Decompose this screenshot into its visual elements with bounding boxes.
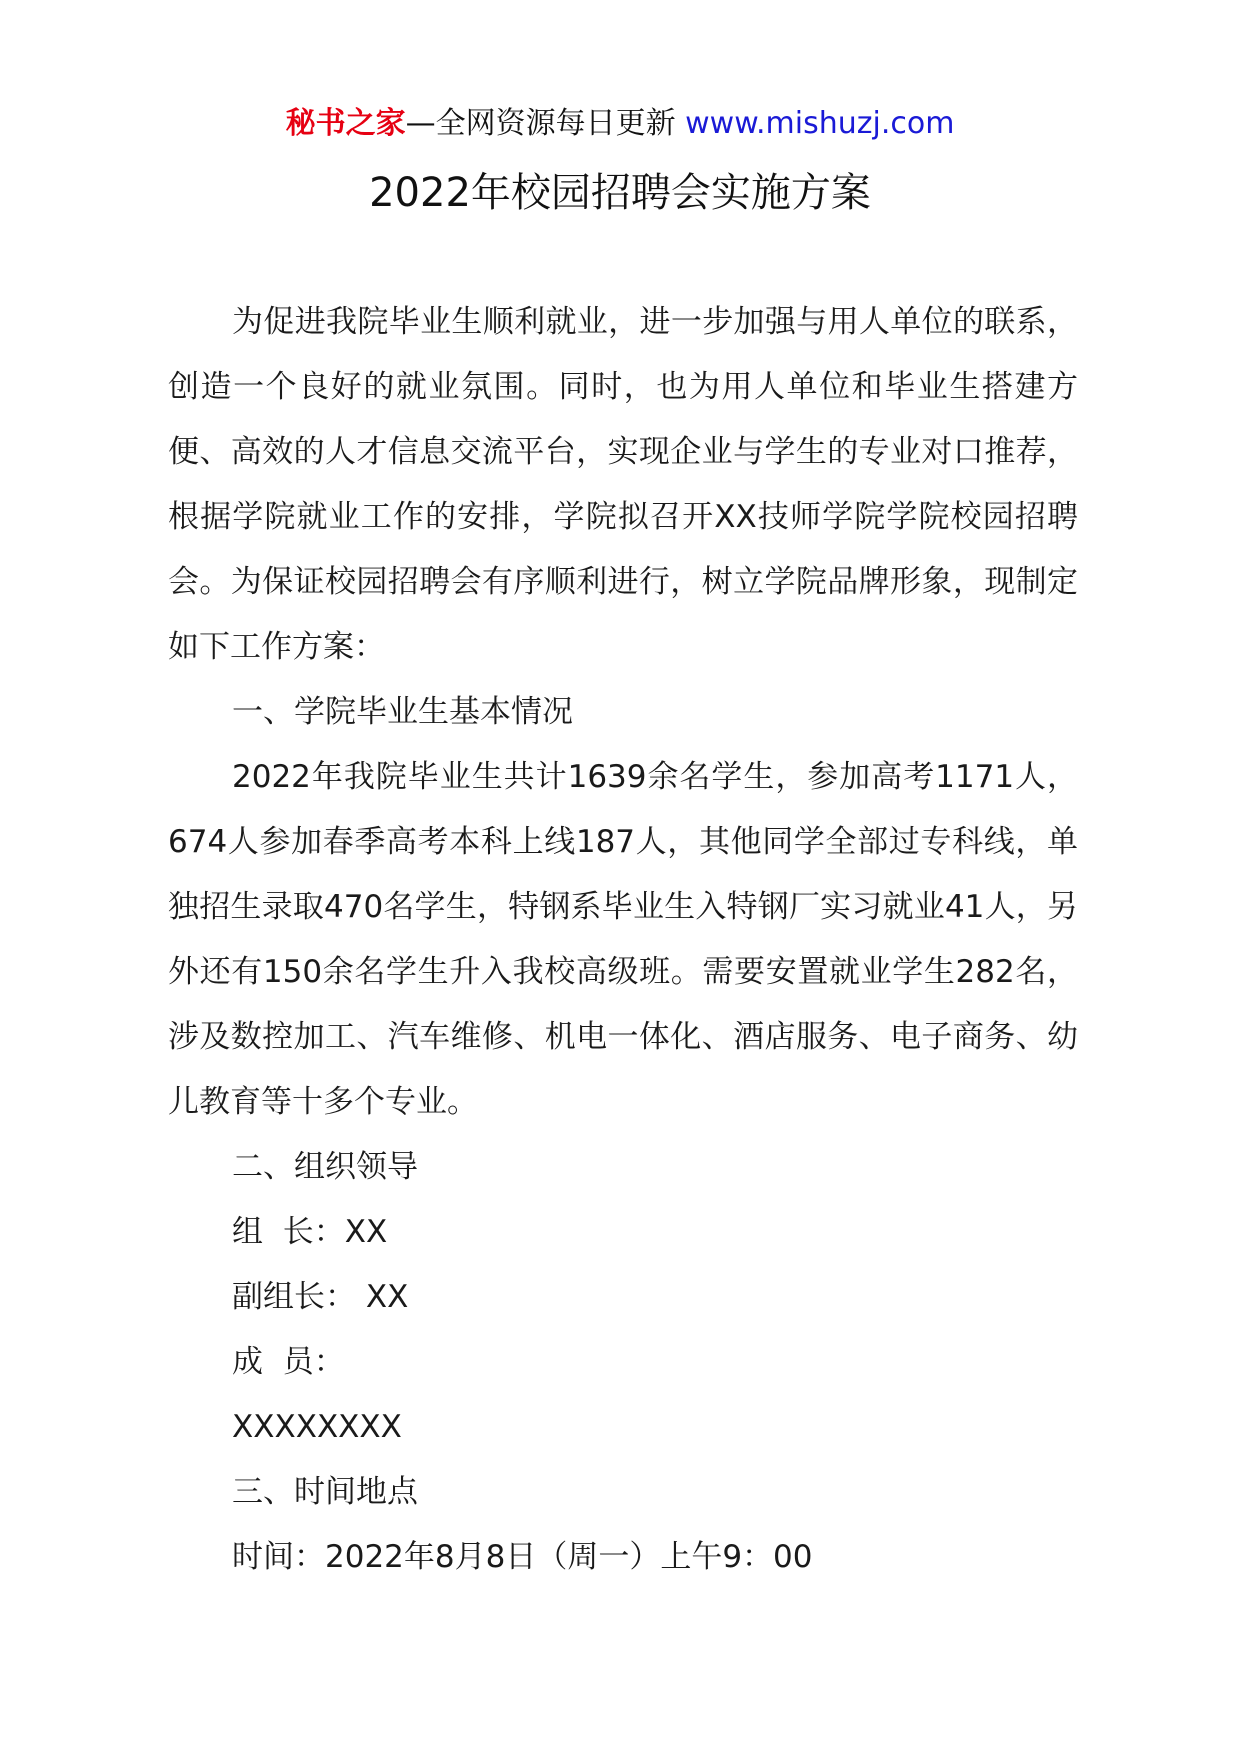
document-body xyxy=(168,290,1078,1590)
members-label-line: 成 员： xyxy=(232,1344,345,1380)
brand-name: 秘书之家 xyxy=(285,106,406,141)
section-1-paragraph: 2022年我院毕业生共计1639余名学生，参加高考1171人，674人参加春季高考本科上线187人，其他同学全部过专科线，单独招生录取470名学生，特钢系毕业生入特钢厂实习就业41人，另外还有150余名学生升入我校高级班。需要安置就业学生282名，涉及数控加工、汽车维修、机电一体化、酒店服务、电子商务、幼儿教育等十多个专业。 xyxy=(168,759,1078,1120)
document-title: 2022年校园招聘会实施方案 xyxy=(369,170,871,216)
section-heading-1: 一、学院毕业生基本情况 xyxy=(232,694,573,730)
site-header xyxy=(0,98,1240,150)
members-line: XXXXXXXX xyxy=(232,1409,402,1445)
section-heading-2: 二、组织领导 xyxy=(232,1149,418,1185)
header-tagline: —全网资源每日更新 xyxy=(405,106,686,141)
section-heading-3: 三、时间地点 xyxy=(232,1474,418,1510)
leader-line: 组 长：XX xyxy=(232,1214,388,1250)
time-line: 时间：2022年8月8日（周一）上午9：00 xyxy=(232,1539,813,1575)
intro-paragraph: 为促进我院毕业生顺利就业，进一步加强与用人单位的联系，创造一个良好的就业氛围。同时，也为用人单位和毕业生搭建方便、高效的人才信息交流平台，实现企业与学生的专业对口推荐，根据学院就业工作的安排，学院拟召开XX技师学院学院校园招聘会。为保证校园招聘会有序顺利进行，树立学院品牌形象，现制定如下工作方案： xyxy=(168,304,1078,665)
site-url-link[interactable]: www.mishuzj.com xyxy=(685,106,955,141)
deputy-leader-line: 副组长： XX xyxy=(232,1279,409,1315)
